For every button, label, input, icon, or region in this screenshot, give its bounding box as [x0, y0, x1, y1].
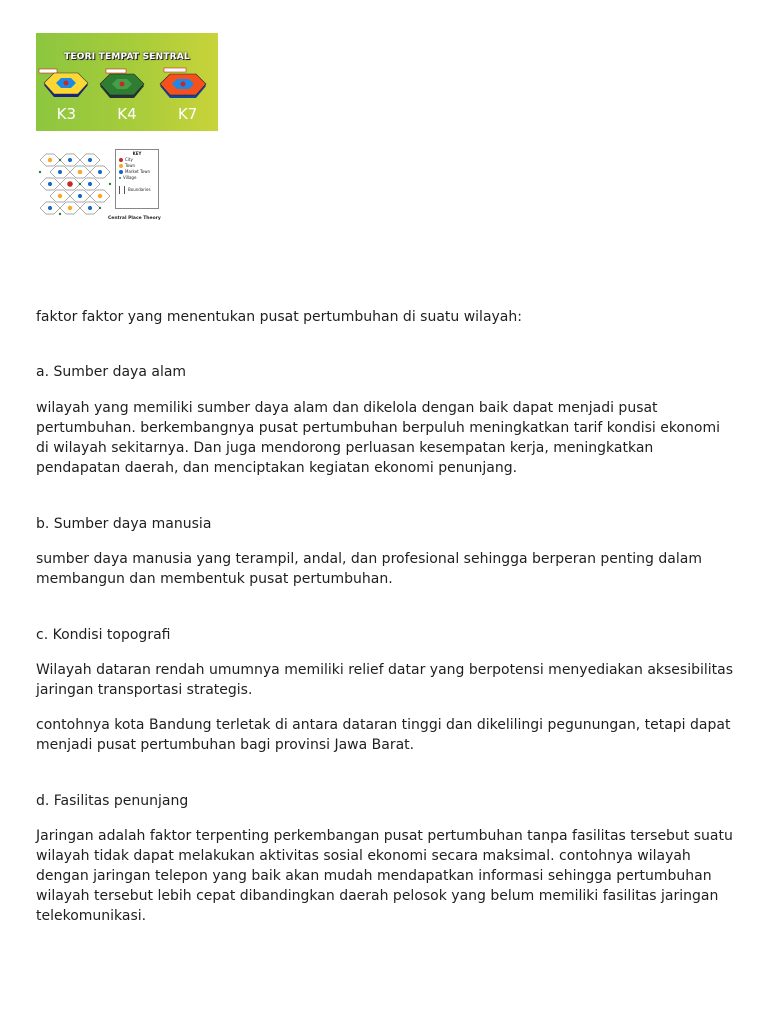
paragraph-a: wilayah yang memiliki sumber daya alam dan dikelola dengan baik dapat menjadi pusat pertumbuhan. berkembangnya pusat pertumbuhan berpuluh meningkatkan tarif kondisi ekonomi di wilayah sekitarnya. Dan juga mendorong perluasan kesempatan kerja, meningkatkan pendapatan daerah, dan menciptakan kegiatan ekonomi penunjang. — [36, 400, 721, 476]
heading-a: a. Sumber daya alam — [36, 364, 187, 380]
k3-hex-icon — [44, 73, 88, 97]
figure-caption: Central Place Theory — [108, 216, 161, 221]
key-title: KEY — [132, 151, 142, 156]
map-key — [115, 149, 159, 209]
label-k3: K3 — [56, 105, 77, 123]
key-item-market-town: Market Town — [116, 169, 158, 175]
paragraph-d: Jaringan adalah faktor terpenting perkembangan pusat pertumbuhan tanpa fasilitas tersebut suatu wilayah tidak dapat melakukan aktivitas sosial ekonomi secara maksimal. contohnya wilayah dengan jaringan telepon yang baik akan mudah mendapatkan informasi sehingga pertumbuhan wilayah tersebut lebih cepat dibandingkan daerah pelosok yang belum memiliki fasilitas jaringan telekomunikasi. — [36, 828, 733, 924]
key-item-city: City — [116, 157, 158, 163]
k4-hex-icon — [100, 74, 144, 98]
heading-c: c. Kondisi topografi — [36, 627, 171, 643]
k7-hex-icon — [160, 74, 206, 98]
key-item-town: Town — [116, 163, 158, 169]
label-k7: K7 — [177, 105, 198, 123]
paragraph-b: sumber daya manusia yang terampil, andal, dan profesional sehingga berperan penting dalam membangun dan membentuk pusat pertumbuhan. — [36, 551, 702, 587]
banner-title: TEORI TEMPAT SENTRAL — [64, 52, 190, 62]
central-place-theory-banner — [36, 33, 218, 131]
heading-d: d. Fasilitas penunjang — [36, 793, 189, 809]
intro-text: faktor faktor yang menentukan pusat pertumbuhan di suatu wilayah: — [36, 309, 522, 325]
paragraph-c1: Wilayah dataran rendah umumnya memiliki relief datar yang berpotensi menyediakan aksesibilitas jaringan transportasi strategis. — [36, 662, 734, 698]
heading-b: b. Sumber daya manusia — [36, 516, 212, 532]
key-item-boundaries: Boundaries — [116, 186, 158, 194]
central-place-hex-map — [36, 146, 112, 224]
label-k4: K4 — [117, 105, 137, 123]
paragraph-c2: contohnya kota Bandung terletak di antara dataran tinggi dan dikelilingi pegunungan, tetapi dapat menjadi pusat pertumbuhan bagi provinsi Jawa Barat. — [36, 717, 731, 753]
key-item-village: Village — [116, 175, 158, 181]
